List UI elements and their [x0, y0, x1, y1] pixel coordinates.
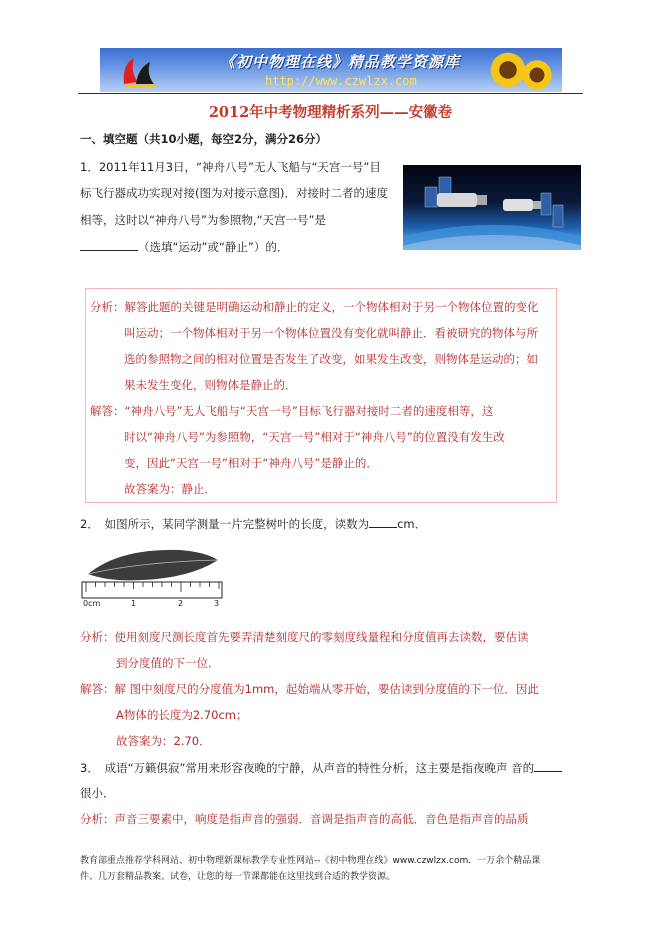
q3-line-2: 很小．: [80, 786, 115, 800]
q3-analysis-line: 分析：声音三要素中，响度是指声音的强弱．音调是指声音的高低．音色是指声音的品质: [80, 812, 529, 826]
document-title: 2012年中考物理精析系列——安徽卷: [208, 104, 453, 121]
footer-line-1: 教育部重点推荐学科网站、初中物理新课标教学专业性网站--《初中物理在线》www.czwlzx.com．一万余个精品课: [80, 856, 541, 866]
q2-answer-line: 解答：解 图中刻度尺的分度值为1mm，起始端从零开始，要估读到分度值的下一位．因此: [80, 682, 539, 696]
header-banner: [100, 48, 562, 92]
q2-prefix: 2． 如图所示，某同学测量一片完整树叶的长度，读数为: [80, 517, 370, 531]
q1-analysis-line: 分析：解答此题的关键是明确运动和静止的定义，一个物体相对于另一个物体位置的变化: [90, 300, 539, 314]
q2-analysis-line: 分析：使用刻度尺测长度首先要弄清楚刻度尺的零刻度线量程和分度值再去读数，要估读: [80, 630, 529, 644]
q1-analysis-line: 选的参照物之间的相对位置是否发生了改变，如果发生改变，则物体是运动的；如: [124, 352, 538, 366]
site-logo-icon: [120, 54, 160, 88]
answer-blank: [369, 516, 397, 528]
q2-suffix: cm．: [397, 517, 427, 531]
q1-line-1: 1．2011年11月3日，“神舟八号”无人飞船与“天宫一号”目: [80, 160, 381, 174]
q1-answer-line: 解答：“神舟八号”无人飞船与“天宫一号”目标飞行器对接时二者的速度相等，这: [90, 404, 494, 418]
q2-answer-line: A物体的长度为2.70cm；: [116, 708, 248, 722]
leaf-shape: [88, 550, 218, 581]
ruler-label-3: 3: [214, 599, 220, 608]
q2-line: [80, 516, 426, 531]
answer-blank: [534, 760, 562, 772]
header-divider: [78, 93, 583, 94]
q1-line-4-text: （选填“运动”或“静止”）的．: [138, 240, 289, 254]
q2-answer-line: 故答案为：2.70．: [116, 734, 211, 748]
footer-line-2: 件、几万套精品教案、试卷，让您的每一节课都能在这里找到合适的教学资源。: [80, 872, 396, 882]
q3-line-1: [80, 760, 562, 775]
q1-answer-line: 时以“神舟八号”为参照物，“天宫一号”相对于“神舟八号”的位置没有发生改: [124, 430, 505, 444]
ruler-label-1: 1: [131, 599, 137, 608]
spacecraft-docking-image: [403, 165, 581, 250]
ruler-label-0: 0cm: [83, 599, 101, 608]
section-heading: 一、填空题（共10小题，每空2分，满分26分）: [80, 132, 328, 146]
q1-line-3: 相等，这时以“神舟八号”为参照物,“天宫一号”是: [80, 213, 326, 227]
q1-analysis-line: 叫运动；一个物体相对于另一个物体位置没有变化就叫静止．看被研究的物体与所: [124, 326, 538, 340]
q1-answer-line: 变，因此“天宫一号”相对于“神舟八号”是静止的．: [124, 456, 378, 470]
sunflower-icon: [520, 58, 554, 92]
q2-analysis-line: 到分度值的下一位．: [116, 656, 220, 670]
leaf-ruler-figure: [80, 546, 225, 612]
answer-blank: [80, 239, 138, 251]
q1-line-4: [80, 239, 288, 254]
banner-title: 《初中物理在线》精品教学资源库: [220, 53, 461, 71]
q1-analysis-line: 果未发生变化，则物体是静止的．: [124, 378, 297, 392]
q1-answer-line: 故答案为：静止．: [124, 482, 216, 496]
banner-url: http://www.czwlzx.com: [265, 74, 417, 88]
ruler-label-2: 2: [178, 599, 184, 608]
q3-text: 3． 成语“万籁俱寂”常用来形容夜晚的宁静，从声音的特性分析，这主要是指夜晚声 音的: [80, 761, 535, 775]
q1-line-2: 标飞行器成功实现对接(图为对接示意图)．对接时二者的速度: [80, 186, 388, 200]
